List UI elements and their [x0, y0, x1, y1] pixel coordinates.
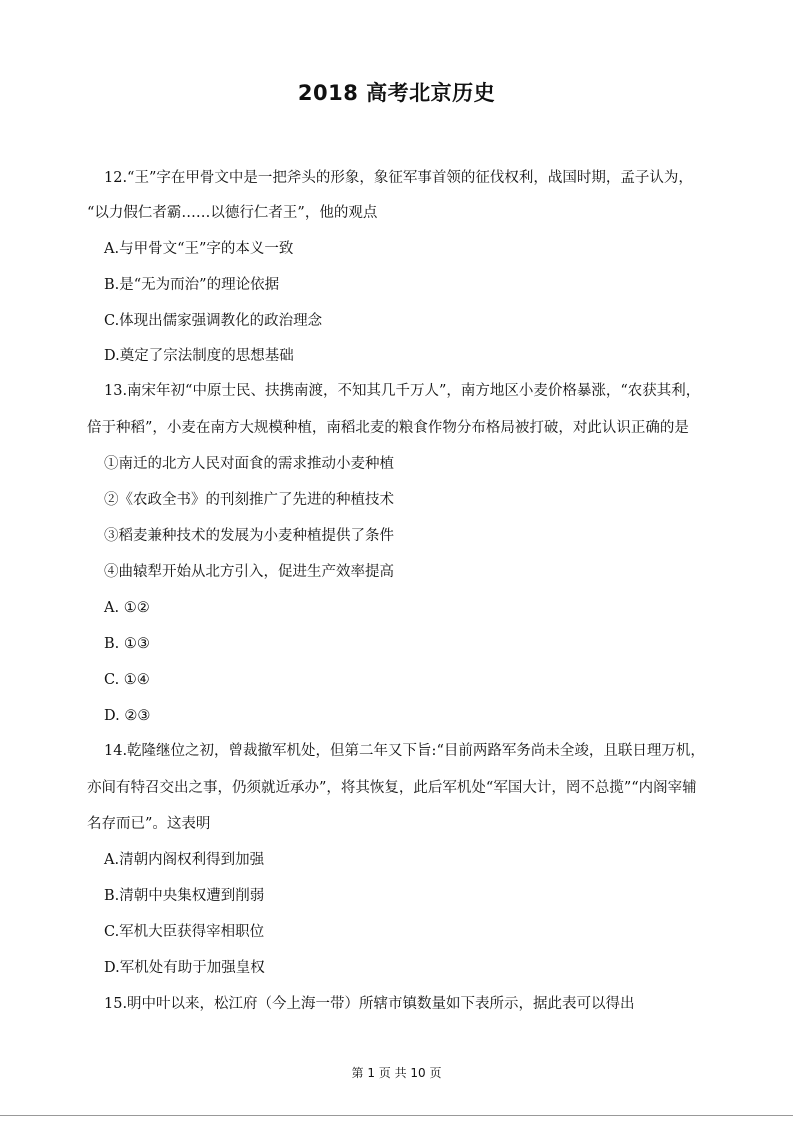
page-number-footer: 第 1 页 共 10 页	[351, 1066, 442, 1080]
q13-option-a: A. ①②	[104, 600, 150, 616]
q12-option-b: B.是“无为而治”的理论依据	[104, 277, 280, 293]
q14-stem-line-2: 亦间有特召交出之事，仍须就近承办”，将其恢复，此后军机处“军国大计，罔不总揽”“内阁宰辅	[87, 780, 697, 796]
q14-option-b: B.清朝中央集权遭到削弱	[104, 888, 265, 904]
q13-option-c: C. ①④	[104, 672, 150, 688]
q14-stem-line-3: 名存而已”。这表明	[87, 816, 211, 832]
q13-statement-2: ②《农政全书》的刊刻推广了先进的种植技术	[104, 492, 394, 508]
q12-option-c: C.体现出儒家强调教化的政治理念	[104, 313, 323, 329]
page-title: 2018 高考北京历史	[297, 81, 496, 105]
q13-statement-1: ①南迁的北方人民对面食的需求推动小麦种植	[104, 456, 394, 472]
q13-statement-4: ④曲辕犁开始从北方引入，促进生产效率提高	[104, 564, 394, 580]
q12-option-a: A.与甲骨文“王”字的本义一致	[104, 241, 294, 257]
q12-option-d: D.奠定了宗法制度的思想基础	[104, 348, 294, 364]
q14-option-c: C.军机大臣获得宰相职位	[104, 924, 265, 940]
q12-stem-line-2: “以力假仁者霸……以德行仁者王”，他的观点	[87, 205, 378, 221]
q12-stem-line-1: 12.“王”字在甲骨文中是一把斧头的形象，象征军事首领的征伐权利，战国时期，孟子认为，	[104, 170, 693, 186]
q13-stem-line-1: 13.南宋年初“中原士民、扶携南渡，不知其几千万人”，南方地区小麦价格暴涨，“农获其利，	[104, 383, 701, 399]
q14-option-a: A.清朝内阁权利得到加强	[104, 852, 265, 868]
q14-stem-line-1: 14.乾隆继位之初，曾裁撤军机处，但第二年又下旨:“目前两路军务尚未全竣，且联日理万机，	[104, 743, 705, 759]
q13-option-b: B. ①③	[104, 636, 150, 652]
q13-stem-line-2: 倍于种稻”，小麦在南方大规模种植，南稻北麦的粮食作物分布格局被打破，对此认识正确的是	[87, 420, 689, 436]
q13-statement-3: ③稻麦兼种技术的发展为小麦种植提供了条件	[104, 528, 394, 544]
page-bottom-divider	[0, 1115, 793, 1116]
q15-stem-line-1: 15.明中叶以来，松江府（今上海一带）所辖市镇数量如下表所示，据此表可以得出	[104, 996, 635, 1012]
q13-option-d: D. ②③	[104, 708, 151, 724]
q14-option-d: D.军机处有助于加强皇权	[104, 960, 265, 976]
